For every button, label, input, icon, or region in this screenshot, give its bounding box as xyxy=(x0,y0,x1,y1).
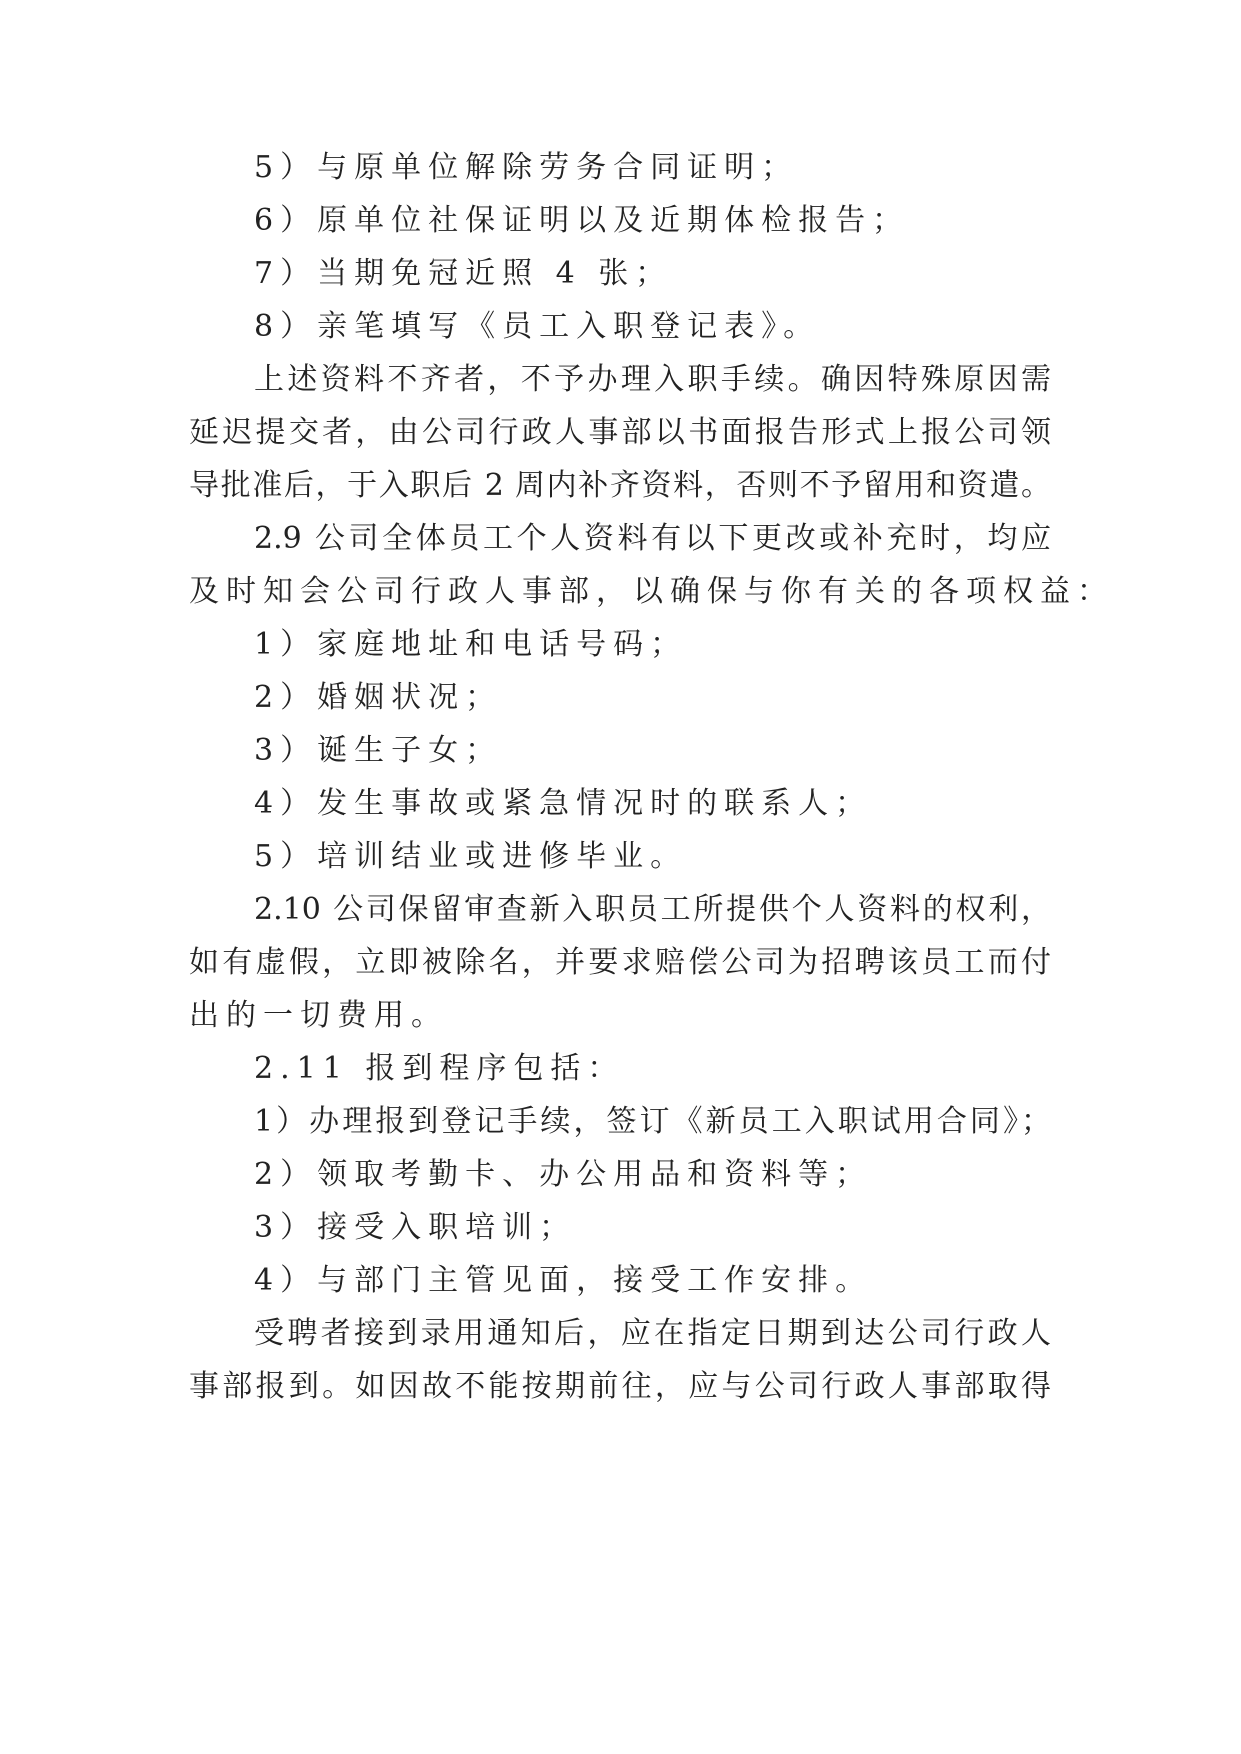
doc-line-12: 3）诞生子女； xyxy=(254,733,503,768)
doc-line-24: 事部报到。如因故不能按期前往，应与公司行政人事部取得 xyxy=(189,1369,1051,1404)
doc-line-14: 5）培训结业或进修毕业。 xyxy=(254,839,688,874)
doc-line-20: 2）领取考勤卡、办公用品和资料等； xyxy=(254,1157,873,1192)
doc-line-10: 1）家庭地址和电话号码； xyxy=(254,627,688,662)
doc-line-8: 2.9 公司全体员工个人资料有以下更改或补充时，均应 xyxy=(254,521,1051,556)
doc-line-1: 5）与原单位解除劳务合同证明； xyxy=(254,150,799,185)
doc-line-21: 3）接受入职培训； xyxy=(254,1210,577,1245)
doc-line-15: 2.10 公司保留审查新入职员工所提供个人资料的权利， xyxy=(254,892,1051,927)
doc-line-13: 4）发生事故或紧急情况时的联系人； xyxy=(254,786,873,821)
doc-line-2: 6）原单位社保证明以及近期体检报告； xyxy=(254,203,910,238)
doc-line-3: 7）当期免冠近照 4 张； xyxy=(254,256,673,291)
doc-line-22: 4）与部门主管见面，接受工作安排。 xyxy=(254,1263,873,1298)
doc-line-17: 出的一切费用。 xyxy=(189,998,448,1033)
doc-line-6: 延迟提交者，由公司行政人事部以书面报告形式上报公司领 xyxy=(189,415,1051,450)
doc-line-18: 2.11 报到程序包括： xyxy=(254,1051,625,1086)
doc-line-23: 受聘者接到录用通知后，应在指定日期到达公司行政人 xyxy=(254,1316,1051,1351)
doc-line-4: 8）亲笔填写《员工入职登记表》。 xyxy=(254,309,821,344)
doc-line-7: 导批准后，于入职后 2 周内补齐资料，否则不予留用和资遣。 xyxy=(189,468,1051,503)
doc-line-5: 上述资料不齐者，不予办理入职手续。确因特殊原因需 xyxy=(254,362,1051,397)
doc-line-9: 及时知会公司行政人事部，以确保与你有关的各项权益： xyxy=(189,574,1114,609)
doc-line-19: 1）办理报到登记手续，签订《新员工入职试用合同》； xyxy=(254,1104,1051,1139)
doc-line-11: 2）婚姻状况； xyxy=(254,680,503,715)
doc-line-16: 如有虚假，立即被除名，并要求赔偿公司为招聘该员工而付 xyxy=(189,945,1051,980)
